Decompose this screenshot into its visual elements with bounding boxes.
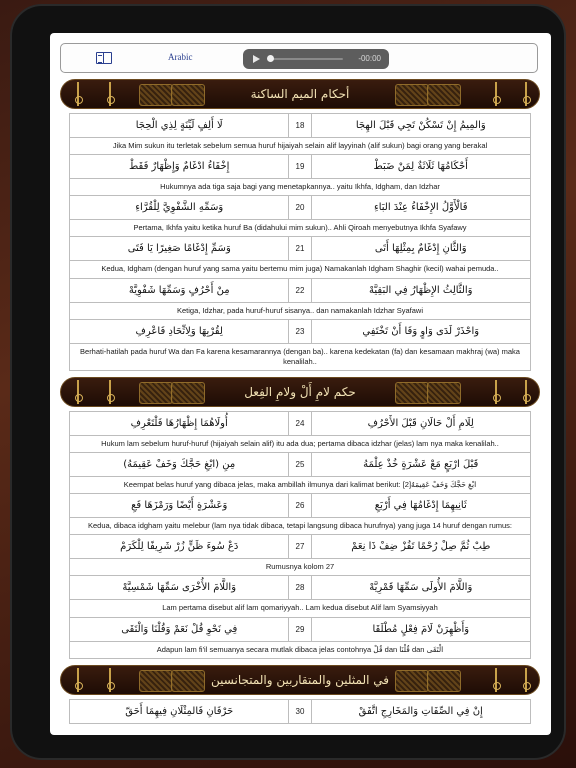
arabesque-ornament-icon: [139, 382, 173, 404]
translation-text: Kedua, dibaca idgham yaitu melebur (lam nya tidak dibaca, tetapi langsung dibaca hurufnya) yang juga 14 huruf dengan rumus:: [70, 518, 531, 535]
arabesque-ornament-icon: [171, 670, 205, 692]
lamp-ornament-icon: [493, 82, 499, 106]
arabesque-ornament-icon: [427, 382, 461, 404]
verse-left-hemistich: وَسَمِّ إِدْغَامًا صَغِيرًا يَا فَتَى: [70, 237, 289, 261]
section-title: حكم لامِ أَلْ ولامِ الفِعل: [244, 384, 356, 399]
verse-left-hemistich: فِي نَحْوِ قُلْ نَعَمْ وَقُلْنَا وَالْتَقَى: [70, 617, 289, 641]
verse-left-hemistich: أُولَاهُمَا إِظْهَارُهَا فَلْتَعْرِفِ: [70, 411, 289, 435]
section-banner: [60, 377, 540, 407]
verse-right-hemistich: وَاحْذَرْ لَدَى وَاوٍ وَفَا أَنْ تَخْتَفِي: [311, 319, 530, 343]
translation-text: Lam pertama disebut alif lam qomariyyah.. Lam kedua disebut Alif lam Syamsiyyah: [70, 600, 531, 617]
verse-row[interactable]: [70, 114, 531, 138]
verse-left-hemistich: وَاللَّامَ الأُخْرَى سَمِّهَا شَمْسِيَّهْ: [70, 576, 289, 600]
translation-row: [70, 261, 531, 278]
verse-left-hemistich: لِقُرْبِهَا وَلِاتِّحَادِ فَاعْرِفِ: [70, 319, 289, 343]
lamp-ornament-icon: [107, 380, 113, 404]
verse-content: [60, 79, 540, 730]
section-spacer: [60, 659, 540, 665]
verse-left-hemistich: دَعْ سُوءَ ظَنٍّ زُرْ شَرِيفًا لِلْكَرَمْ: [70, 535, 289, 559]
arabesque-ornament-icon: [139, 84, 173, 106]
app-screen: [50, 33, 551, 735]
verse-left-hemistich: مِنْ أَحْرُفٍ وَسَمِّهَا شَفْوِيَّهْ: [70, 278, 289, 302]
section-title: أحكام الميم الساكنة: [250, 87, 350, 101]
translation-row: [70, 435, 531, 452]
verse-number: 28: [289, 576, 311, 600]
language-toggle[interactable]: Arabic: [168, 52, 193, 62]
arabesque-ornament-icon: [395, 382, 429, 404]
translation-text: Ketiga, Idzhar, pada huruf-huruf sisanya.. dan namakanlah Idzhar Syafawi: [70, 302, 531, 319]
lamp-ornament-icon: [493, 380, 499, 404]
translation-row: [70, 138, 531, 155]
arabesque-ornament-icon: [395, 84, 429, 106]
verse-number: 25: [289, 453, 311, 477]
translation-text: Hukumnya ada tiga saja bagi yang menetapkannya.. yaitu Ikhfa, Idgham, dan Idzhar: [70, 179, 531, 196]
verse-number: 24: [289, 411, 311, 435]
translation-text: Hukum lam sebelum huruf-huruf (hijaiyah selain alif) itu ada dua; pertama dibaca idzhar (jelas) lam nya maka kenalilah..: [70, 435, 531, 452]
verse-row[interactable]: [70, 617, 531, 641]
verse-number: 19: [289, 155, 311, 179]
verse-row[interactable]: [70, 576, 531, 600]
verse-right-hemistich: لِلَامِ أَلْ حَالَانِ قَبْلَ الأَحْرُفِ: [311, 411, 530, 435]
toolbar: [60, 43, 538, 73]
seek-handle[interactable]: [267, 55, 274, 62]
lamp-ornament-icon: [107, 82, 113, 106]
verse-number: 29: [289, 617, 311, 641]
translation-row: [70, 600, 531, 617]
audio-player: [243, 49, 389, 69]
verse-row[interactable]: [70, 535, 531, 559]
translation-row: [70, 302, 531, 319]
verse-number: 18: [289, 114, 311, 138]
verse-number: 22: [289, 278, 311, 302]
arabesque-ornament-icon: [171, 382, 205, 404]
verse-right-hemistich: وَأَظْهِرَنْ لَامَ فِعْلٍ مُطْلَقَا: [311, 617, 530, 641]
arabesque-ornament-icon: [171, 84, 205, 106]
verse-left-hemistich: وَعَشْرَةٍ أَيْضًا وَرَمْزَهَا فَعِ: [70, 494, 289, 518]
verse-row[interactable]: [70, 411, 531, 435]
translation-text: Pertama, Ikhfa yaitu ketika huruf Ba (didahului mim sukun).. Ahli Qiroah menyebutnya Ikhfa Syafawy: [70, 220, 531, 237]
translation-row: [70, 220, 531, 237]
verse-row[interactable]: [70, 319, 531, 343]
lamp-ornament-icon: [75, 668, 81, 692]
section-spacer: [60, 371, 540, 377]
translation-row: [70, 559, 531, 576]
arabesque-ornament-icon: [427, 84, 461, 106]
lamp-ornament-icon: [107, 668, 113, 692]
verse-right-hemistich: وَاللَّامَ الأُولَى سَمِّهَا قَمْرِيَّهْ: [311, 576, 530, 600]
arabesque-ornament-icon: [139, 670, 173, 692]
verse-left-hemistich: مِنِ (ابْغِ حَجَّكَ وَخَفْ عَقِيمَهُ): [70, 453, 289, 477]
verse-right-hemistich: قَبْلَ ارْبَعٍ مَعْ عَشْرَةٍ خُذْ عِلْمَهُ: [311, 453, 530, 477]
translation-text: Jika Mim sukun itu terletak sebelum semua huruf hijaiyah selain alif layyinah (alif sukun) bagi orang yang berakal: [70, 138, 531, 155]
time-remaining: -00:00: [358, 54, 381, 63]
verse-table: [69, 411, 531, 659]
translation-text: Adapun lam fi'il semuanya secara mutlak dibaca jelas contohnya قُلْ dan قُلْنَا dan الْتَقَى: [70, 641, 531, 658]
verse-left-hemistich: لَا أَلِفٍ لَيِّنَةٍ لِذِي الْحِجَا: [70, 114, 289, 138]
verse-right-hemistich: وَالثَّالِثُ الإِظْهَارُ فِي البَقِيَّهْ: [311, 278, 530, 302]
verse-left-hemistich: وَسَمِّهِ الشَّفْوِيَّ لِلْقُرَّاءِ: [70, 196, 289, 220]
verse-right-hemistich: وَالثَّانِ إِدْغَامٌ بِمِثْلِهَا أَتَى: [311, 237, 530, 261]
translation-text: Keempat belas huruf yang dibaca jelas, maka ambillah ilmunya dari kalimat berikut: ابْغِ حَجَّكَ وَخَفْ عَقِيمَهُ[2]: [70, 477, 531, 494]
translation-row: [70, 343, 531, 370]
verse-row[interactable]: [70, 237, 531, 261]
verse-right-hemistich: وَالمِيمُ إِنْ تَسْكُنْ تَجِي قَبْلَ الهِجَا: [311, 114, 530, 138]
arabesque-ornament-icon: [427, 670, 461, 692]
translation-text: Kedua, Idgham (dengan huruf yang sama yaitu bertemu mim juga) Namakanlah Idgham Shaghir (kecil) wahai pemuda..: [70, 261, 531, 278]
lamp-ornament-icon: [75, 380, 81, 404]
verse-row[interactable]: [70, 494, 531, 518]
verse-right-hemistich: فَالْأَوَّلُ الإِخْفَاءُ عِنْدَ البَاءِ: [311, 196, 530, 220]
verse-number: 30: [289, 699, 311, 723]
translation-row: [70, 477, 531, 494]
arabesque-ornament-icon: [395, 670, 429, 692]
translation-row: [70, 179, 531, 196]
translation-text: Rumusnya kolom 27: [70, 559, 531, 576]
verse-row[interactable]: [70, 453, 531, 477]
translation-row: [70, 518, 531, 535]
verse-number: 23: [289, 319, 311, 343]
verse-left-hemistich: إِخْفَاءُ ادْغَامٌ وَإِظْهَارٌ فَقَطْ: [70, 155, 289, 179]
verse-row[interactable]: [70, 155, 531, 179]
section-banner: [60, 665, 540, 695]
section-title: في المثلين والمتقاربين والمتجانسين: [211, 672, 389, 687]
verse-row[interactable]: [70, 278, 531, 302]
verse-left-hemistich: حَرْفَانِ فَالمِثْلَانِ فِيهِمَا أَحَقّ: [70, 699, 289, 723]
verse-table: [69, 113, 531, 371]
lamp-ornament-icon: [523, 380, 529, 404]
verse-right-hemistich: ثَانِيهِمَا إِدْغَامُهَا فِي أَرْبَعِ: [311, 494, 530, 518]
lamp-ornament-icon: [75, 82, 81, 106]
translation-row: [70, 641, 531, 658]
verse-number: 26: [289, 494, 311, 518]
verse-number: 20: [289, 196, 311, 220]
section-banner: [60, 79, 540, 109]
verse-number: 21: [289, 237, 311, 261]
section-spacer: [60, 724, 540, 730]
verse-right-hemistich: أَحْكَامُهَا ثَلَاثَةٌ لِمَنْ ضَبَطْ: [311, 155, 530, 179]
lamp-ornament-icon: [523, 82, 529, 106]
verse-row[interactable]: [70, 699, 531, 723]
verse-right-hemistich: طِبْ ثُمَّ صِلْ رُحْمًا تَفُزْ ضِفْ ذَا نِعَمْ: [311, 535, 530, 559]
book-icon[interactable]: [96, 52, 112, 64]
play-icon[interactable]: [253, 55, 260, 63]
lamp-ornament-icon: [523, 668, 529, 692]
translation-text: Berhati-hatilah pada huruf Wa dan Fa karena kesamarannya (dengan ba).. karena kedekatan (fa) dan kesamaan makhraj (wa) maka kenalilah..: [70, 343, 531, 370]
verse-number: 27: [289, 535, 311, 559]
verse-right-hemistich: إِنْ فِي الصِّفَاتِ وَالمَخَارِجِ اتَّفَقْ: [311, 699, 530, 723]
lamp-ornament-icon: [493, 668, 499, 692]
verse-table: [69, 699, 531, 724]
seek-bar[interactable]: [271, 58, 343, 60]
verse-row[interactable]: [70, 196, 531, 220]
tablet-frame: [10, 4, 566, 760]
